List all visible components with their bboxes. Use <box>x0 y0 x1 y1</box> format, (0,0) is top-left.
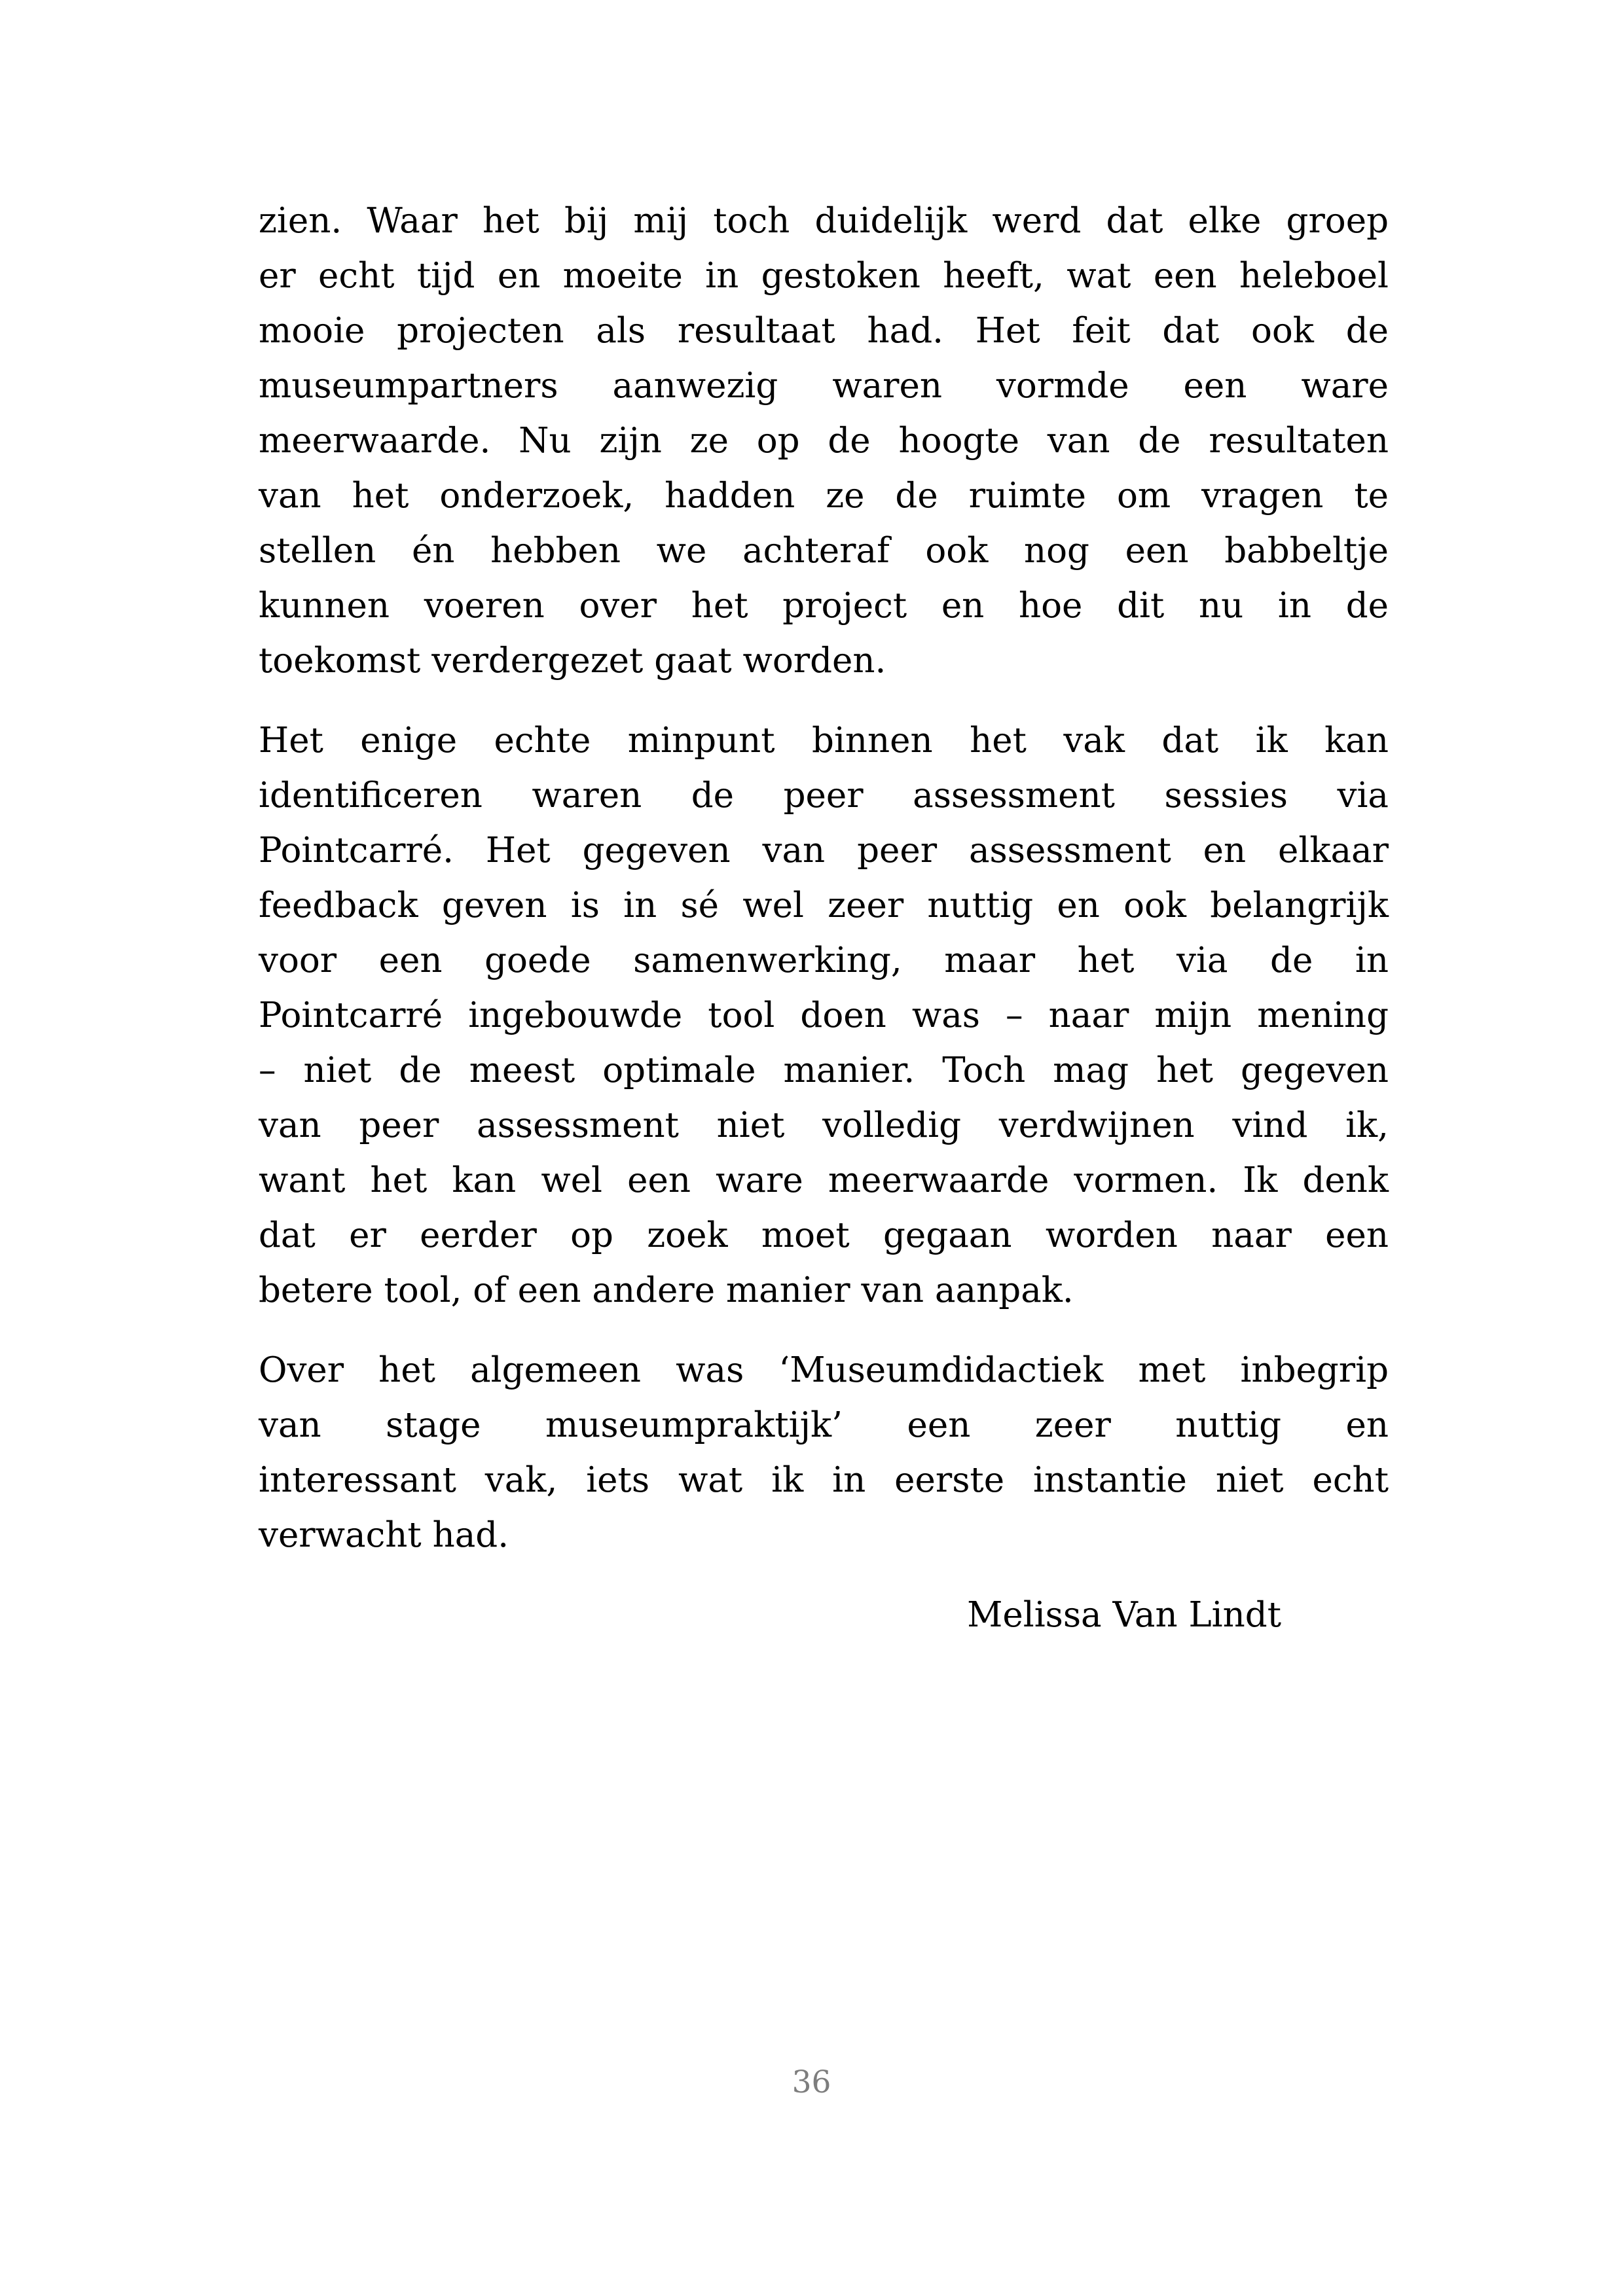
text-line: kunnen voeren over het project en hoe dit nu in de <box>259 586 1389 626</box>
text-line: Pointcarré ingebouwde tool doen was – naar mijn mening <box>259 996 1389 1035</box>
text-line: interessant vak, iets wat ik in eerste instantie niet echt <box>259 1460 1389 1500</box>
text-line: meerwaarde. Nu zijn ze op de hoogte van de resultaten <box>259 421 1389 461</box>
text-line: dat er eerder op zoek moet gegaan worden naar een <box>259 1215 1389 1255</box>
text-line: mooie projecten als resultaat had. Het feit dat ook de <box>259 311 1389 351</box>
signature: Melissa Van Lindt <box>967 1595 1281 1635</box>
text-line: stellen én hebben we achteraf ook nog een babbeltje <box>259 531 1389 571</box>
paragraph <box>259 713 1389 1318</box>
body-text <box>259 194 1389 1643</box>
text-line: toekomst verdergezet gaat worden. <box>259 641 886 681</box>
text-line: voor een goede samenwerking, maar het via de in <box>259 941 1389 980</box>
text-line: want het kan wel een ware meerwaarde vormen. Ik denk <box>259 1160 1389 1200</box>
text-line: Over het algemeen was ‘Museumdidactiek met inbegrip <box>259 1350 1389 1390</box>
text-line: Pointcarré. Het gegeven van peer assessment en elkaar <box>259 831 1389 870</box>
paragraphs-container <box>259 194 1389 1563</box>
text-line: van stage museumpraktijk’ een zeer nuttig en <box>259 1405 1389 1445</box>
text-line: van peer assessment niet volledig verdwijnen vind ik, <box>259 1105 1389 1145</box>
text-line: van het onderzoek, hadden ze de ruimte om vragen te <box>259 476 1389 516</box>
paragraph <box>259 1343 1389 1563</box>
text-line: feedback geven is in sé wel zeer nuttig en ook belangrijk <box>259 886 1389 925</box>
paragraph <box>259 194 1389 689</box>
text-line: er echt tijd en moeite in gestoken heeft, wat een heleboel <box>259 256 1389 296</box>
text-line: Het enige echte minpunt binnen het vak dat ik kan <box>259 721 1389 761</box>
page-number: 36 <box>792 2064 831 2100</box>
text-line: verwacht had. <box>259 1515 509 1555</box>
text-line: betere tool, of een andere manier van aanpak. <box>259 1270 1074 1310</box>
text-line: – niet de meest optimale manier. Toch mag het gegeven <box>259 1050 1389 1090</box>
text-line: zien. Waar het bij mij toch duidelijk werd dat elke groep <box>259 201 1389 241</box>
text-line: museumpartners aanwezig waren vormde een ware <box>259 366 1389 406</box>
text-line: identificeren waren de peer assessment sessies via <box>259 776 1389 816</box>
